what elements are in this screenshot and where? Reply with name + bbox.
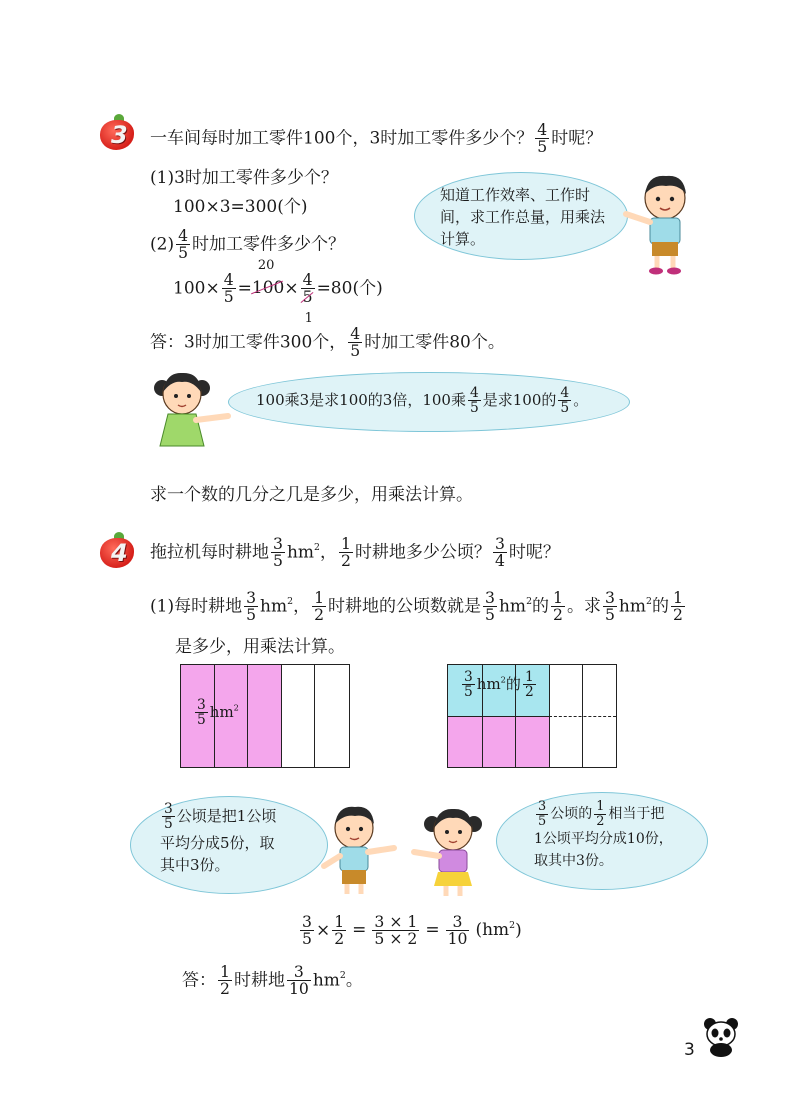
problem-3-question: 一车间每时加工零件100个，3时加工零件多少个？ $\frac{4}{5}$ 时呢？ <box>150 120 603 157</box>
grid2-label: $\frac{3}{5}$ $hm^2$的 $\frac{1}{2}$ <box>464 669 534 701</box>
struck-number: 100 20 <box>251 258 285 299</box>
cancel-above: 20 <box>257 258 275 274</box>
page-number: 3 <box>684 1040 695 1060</box>
struck-denominator: 5 <box>301 288 315 305</box>
boy-character-icon <box>314 800 400 900</box>
problem-number: 3 <box>111 121 128 149</box>
multiplication-equation: $\frac{3}{5}$ × $\frac{1}{2}$ = $\frac{3 \times 1}{5 \times 2}$ = $\frac{3}{10}$ $(hm^2)$ <box>302 912 522 949</box>
boy-bubble-2-text: $\frac{3}{5}$ 公顷是把1公顷 平均分成5份，取 其中3份。 <box>160 801 277 874</box>
part-2-label: (2) $\frac{4}{5}$ 时加工零件多少个？ <box>150 226 346 263</box>
part-1-calc: 100×3=300(个) <box>173 197 308 217</box>
part-1-label: (1)3时加工零件多少个？ <box>150 168 338 188</box>
grid-cell <box>315 665 349 767</box>
summary-rule: 求一个数的几分之几是多少，用乘法计算。 <box>150 485 473 505</box>
grid-cell-shaded <box>248 665 282 767</box>
girl-character-icon <box>408 802 498 898</box>
boy-character-icon <box>620 168 710 278</box>
problem-4-question: 拖拉机每时耕地 $\frac{3}{5}$ $hm^2$， $\frac{1}{2}$ 时耕地多少公顷？ $\frac{3}{4}$ 时呢？ <box>150 534 560 571</box>
problem-4-answer: 答： $\frac{1}{2}$ 时耕地 $\frac{3}{10}$ $hm^2$。 <box>182 962 363 999</box>
cancel-below: 1 <box>304 311 313 326</box>
problem-number: 4 <box>111 539 128 567</box>
girl-character-icon <box>146 366 236 456</box>
grid-cell <box>282 665 316 767</box>
boy-bubble-text: 知道工作效率、工作时 间，求工作总量，用乘法 计算。 <box>440 186 606 248</box>
grid1-label: $\frac{3}{5}$ $hm^2$ <box>197 697 239 729</box>
panda-icon <box>700 1016 742 1058</box>
girl-bubble-2-text: $\frac{3}{5}$ 公顷的 $\frac{1}{2}$ 相当于把 1公顷平均分成10份， 取其中3份。 <box>534 799 673 870</box>
problem-4-part-1-line2: 是多少，用乘法计算。 <box>175 637 345 657</box>
problem-4-badge <box>100 534 140 572</box>
problem-4-part-1: (1)每时耕地 $\frac{3}{5}$ $hm^2$， $\frac{1}{2}$ 时耕地的公顷数就是 $\frac{3}{5}$ $hm^2$的 $\frac{1}{2}$ 。求 $\frac{3}{5}$ $hm^2$的 $\frac{1}{2}$ <box>150 588 683 625</box>
problem-3-answer: 答：3时加工零件300个， $\frac{4}{5}$ 时加工零件80个。 <box>150 324 505 361</box>
fraction: $\frac{4}{5}$ <box>537 120 548 157</box>
girl-bubble-text: 100乘3是求100的3倍，100乘 $\frac{4}{5}$ 是求100的 $\frac{4}{5}$ 。 <box>256 385 589 417</box>
problem-3-badge <box>100 116 140 154</box>
part-2-calc: 100× $\frac{4}{5}$ =100 20 × 4 5 1 =80(个) <box>173 258 383 326</box>
